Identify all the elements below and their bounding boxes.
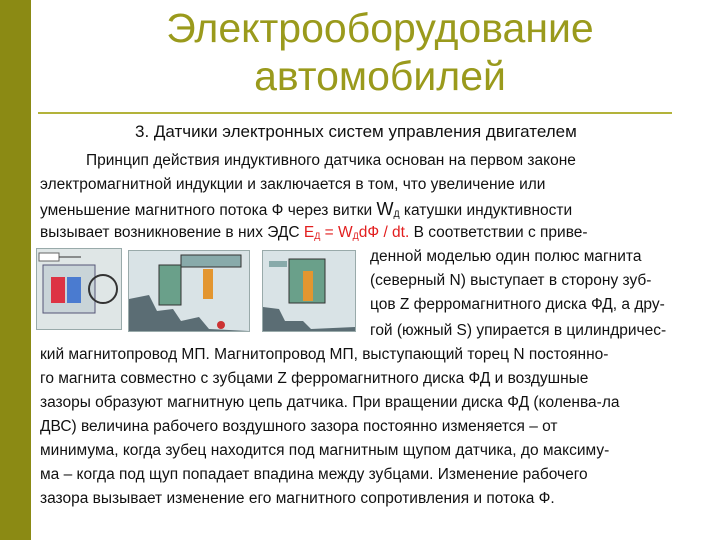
formula: $E_Д = W_ДdФ$ / dt. — [303, 224, 410, 241]
section-heading: 3. Датчики электронных систем управления двигателем — [135, 122, 577, 141]
paragraph-line: уменьшение магнитного потока Ф через витки $W_Д$ катушки индуктивности — [40, 199, 573, 219]
paragraph-line: кий магнитопровод МП. Магнитопровод МП, выступающий торец N постоянно- — [40, 346, 609, 363]
paragraph-line: (северный N) выступает в сторону зуб- — [370, 272, 652, 289]
paragraph-line: зазора вызывает изменение его магнитного сопротивления и потока Ф. — [40, 490, 555, 507]
paragraph-line: электромагнитной индукции и заключается в том, что увеличение или — [40, 176, 546, 193]
paragraph-line: Принцип действия индуктивного датчика основан на первом законе — [86, 152, 576, 169]
paragraph-line: минимума, когда зубец находится под магнитным щупом датчика, до максиму- — [40, 442, 610, 459]
paragraph-line: денной моделью один полюс магнита — [370, 248, 642, 265]
paragraph-line: гой (южный S) упирается в цилиндричес- — [370, 322, 667, 339]
paragraph-line: го магнита совместно с зубцами Z ферромагнитного диска ФД и воздушные — [40, 370, 589, 387]
sidebar-bar — [0, 0, 31, 540]
sensor-diagram-tooth — [128, 250, 250, 332]
title-line-2: автомобилей — [254, 53, 506, 99]
paragraph-line: вызывает возникновение в них ЭДС $E_Д = W_ДdФ$ / dt. В соответствии с приве- — [40, 224, 588, 241]
sensor-schematic-figure — [36, 248, 122, 330]
paragraph-line: ДВС) величина рабочего воздушного зазора постоянно изменяется – от — [40, 418, 558, 435]
paragraph-line: цов Z ферромагнитного диска ФД, а дру- — [370, 296, 665, 313]
paragraph-line: ма – когда под щуп попадает впадина между зубцами. Изменение рабочего — [40, 466, 588, 483]
sensor-diagram-gap — [262, 250, 356, 332]
title-line-1: Электрооборудование — [166, 5, 594, 51]
slide-title — [40, 4, 720, 100]
paragraph-line: зазоры образуют магнитную цепь датчика. При вращении диска ФД (коленва-ла — [40, 394, 620, 411]
title-divider — [38, 112, 672, 114]
